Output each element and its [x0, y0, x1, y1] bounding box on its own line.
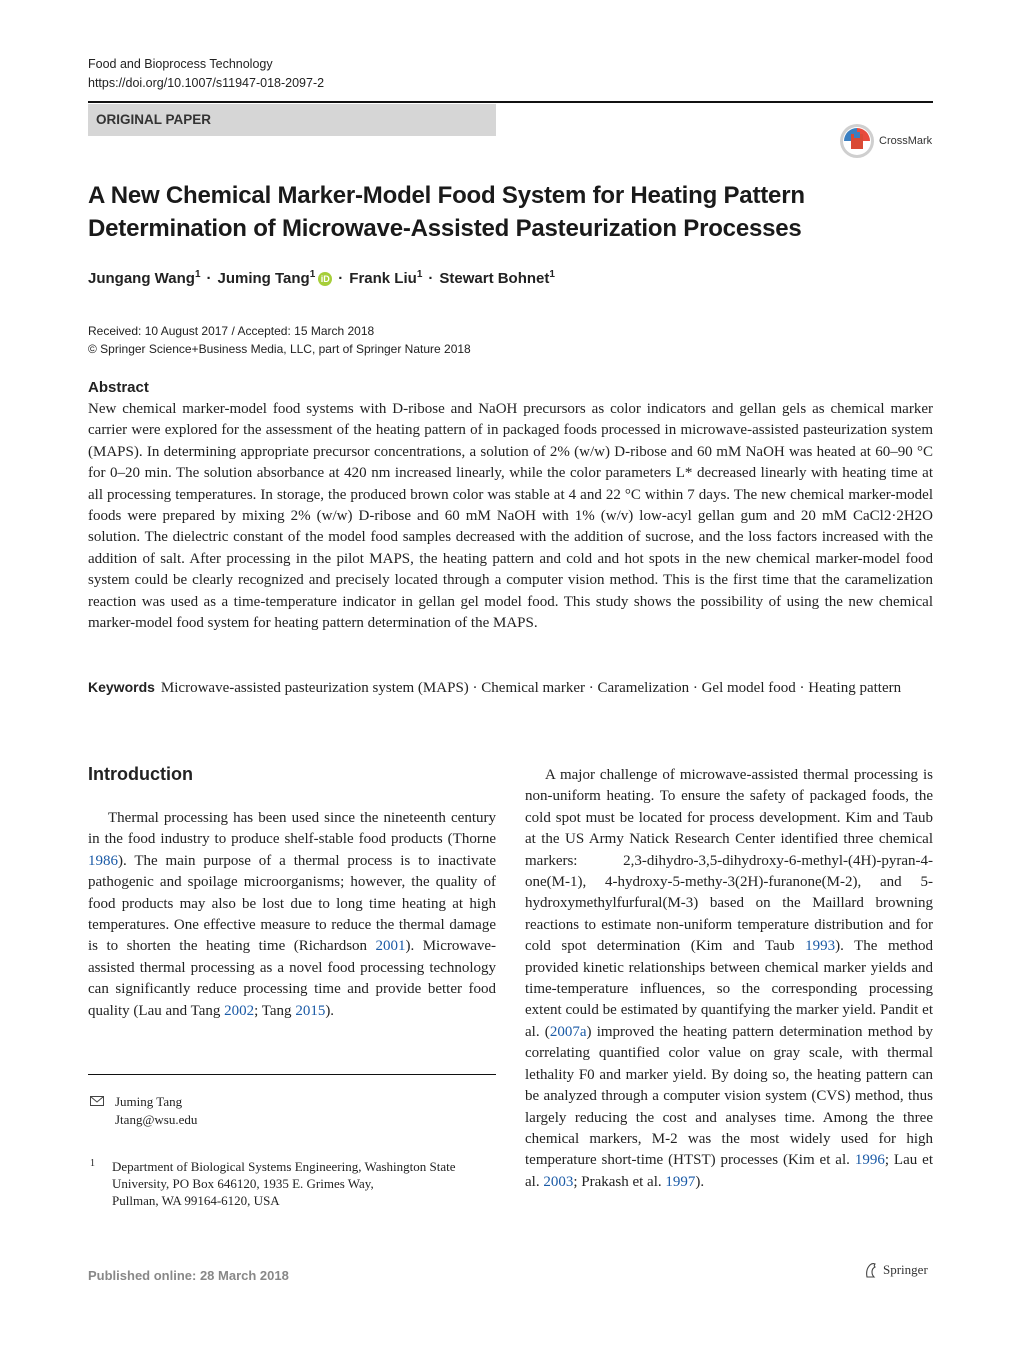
citation-link[interactable]: 1997 [665, 1173, 696, 1190]
citation-link[interactable]: 1993 [805, 938, 836, 955]
author-name[interactable]: Juming Tang [217, 270, 310, 287]
corresponding-author-name: Juming Tang [115, 1094, 183, 1109]
text-run: ). The method provided kinetic relationships between chemical marker yields and time-temperature influences, so the corresponding processing extent could be estimated by quantifying the marker yield. Pandit et al. ( [525, 938, 933, 1040]
article-dates [88, 322, 471, 358]
abstract-heading: Abstract [88, 379, 149, 396]
citation-link[interactable]: 2002 [224, 1002, 255, 1019]
intro-paragraph [525, 765, 933, 1193]
abstract-text: New chemical marker-model food systems with D-ribose and NaOH precursors as color indicators and gellan gels as chemical marker carrier were explored for the assessment of the heating pattern of in packaged foods processed in microwave-assisted pasteurization system (MAPS). In determining appropriate precursor concentrations, a solution of 2% (w/w) D-ribose and 60 mM NaOH was heated at 60–90 °C for 0–20 min. The solution absorbance at 420 nm increased linearly, while the color parameters L* decreased linearly with heating time at all processing temperatures. In storage, the produced brown color was stable at 4 and 22 °C within 7 days. The new chemical marker-model foods were prepared by mixing 2% (w/w) D-ribose and 60 mM NaOH with 1% (w/v) low-acyl gellan gum and 20 mM CaCl2·2H2O solution. The dielectric constant of the model food samples decreased with the addition of sucrose, and the loss factors increased with the addition of salt. After processing in the pilot MAPS, the heating pattern and cold and hot spots in the new chemical marker-model food system could be clearly recognized and precisely located through a computer vision method. This is the first time that the caramelization reaction was used as a time-temperature indicator in gellan gel model food. This study shows the possibility of using the new chemical marker-model food system for heating pattern determination of the MAPS. [88, 401, 933, 632]
affiliation-line: Department of Biological Systems Engineering, Washington State [112, 1159, 456, 1174]
journal-name: Food and Bioprocess Technology [88, 57, 273, 71]
envelope-icon [90, 1096, 104, 1106]
affiliation-number: 1 [90, 1158, 95, 1169]
author-list [88, 269, 555, 287]
footnote-rule [88, 1074, 496, 1075]
corresponding-author-email[interactable]: Jtang@wsu.edu [115, 1112, 198, 1127]
crossmark-icon [839, 123, 875, 159]
keywords [88, 677, 933, 699]
text-run: ). Microwave-assisted thermal processing as a novel food processing technology can significantly reduce processing time and provide better food quality (Lau and Tang [88, 938, 497, 1019]
author-affiliation-mark: 1 [309, 269, 316, 280]
article-type-banner: ORIGINAL PAPER [88, 104, 496, 136]
crossmark-label: CrossMark [879, 135, 933, 147]
author-name[interactable]: Stewart Bohnet [439, 270, 550, 287]
author-separator: · [428, 270, 434, 287]
springer-horse-icon [864, 1262, 878, 1278]
introduction-heading: Introduction [88, 764, 193, 784]
doi-link[interactable]: https://doi.org/10.1007/s11947-018-2097-2 [88, 76, 325, 90]
author-separator: · [338, 270, 344, 287]
publisher-name: Springer [883, 1262, 928, 1277]
intro-left-column [88, 808, 496, 1022]
copyright-notice: © Springer Science+Business Media, LLC, part of Springer Nature 2018 [88, 342, 471, 356]
author-affiliation-mark: 1 [194, 269, 201, 280]
text-run: ). [325, 1002, 335, 1019]
title-line-1: A New Chemical Marker-Model Food System for Heating Pattern [88, 182, 805, 209]
keywords-label: Keywords [88, 679, 155, 695]
citation-link[interactable]: 1996 [854, 1152, 885, 1169]
header-rule [88, 101, 933, 103]
corresponding-author [115, 1093, 197, 1129]
text-run: ; Tang [254, 1002, 296, 1019]
citation-link[interactable]: 1986 [88, 852, 118, 869]
text-run: ; Prakash et al. [573, 1173, 666, 1190]
author-name[interactable]: Frank Liu [349, 270, 417, 287]
author-separator: · [206, 270, 212, 287]
orcid-icon[interactable]: iD [318, 272, 332, 286]
published-online-date: Published online: 28 March 2018 [88, 1268, 289, 1283]
author-affiliation-mark: 1 [416, 269, 423, 280]
citation-link[interactable]: 2007a [549, 1023, 587, 1040]
text-run: ). [695, 1173, 705, 1190]
publisher-logo [864, 1262, 928, 1278]
citation-link[interactable]: 2015 [295, 1002, 326, 1019]
text-run: ; Lau et al. [525, 1152, 933, 1190]
text-run: ). The main purpose of a thermal process is to inactivate pathogenic and spoilage microorganisms; however, the quality of food products may also be lost due to long time heating at high temperatures. One effective measure to reduce the thermal damage is to shorten the heating time (Richardson [88, 852, 496, 955]
author-name[interactable]: Jungang Wang [88, 270, 195, 287]
text-run: Thermal processing has been used since the nineteenth century in the food industry to produce shelf-stable food products (Thorne [88, 810, 496, 848]
text-run: A major challenge of microwave-assisted thermal processing is non-uniform heating. To ensure the safety of packaged foods, the cold spot must be located for process development. Kim and Taub at the US Army Natick Research Center identified three chemical markers: 2,3-dihydro-3,5-dihydroxy-6-methyl-(4H)-pyran-4-one(M-1), 4-hydroxy-5-methy-3(2H)-furanone(M-2), and 5-hydroxymethylfurfural(M-3) based on the Maillard browning reactions to estimate non-uniform temperature distribution and for cold spot determination (Kim and Taub [525, 767, 933, 955]
title-line-2: Determination of Microwave-Assisted Pasteurization Processes [88, 215, 802, 242]
intro-paragraph [88, 808, 496, 1022]
text-run: ) improved the heating pattern determination method by correlating quantified color value on gray scale, with thermal lethality F0 and marker yield. By doing so, the heating pattern can be analyzed through a computer vision system (CVS) method, thus largely reducing the cost and analyses time. Among the three chemical markers, M-2 was the most widely used for high temperature short-time (HTST) processes (Kim et al. [525, 1023, 933, 1169]
keywords-text: Microwave-assisted pasteurization system (MAPS) · Chemical marker · Caramelization · Gel model food · Heating pattern [160, 680, 902, 696]
intro-right-column [525, 765, 933, 1193]
received-accepted-dates: Received: 10 August 2017 / Accepted: 15 March 2018 [88, 324, 375, 338]
citation-link[interactable]: 2001 [375, 938, 406, 955]
crossmark-badge[interactable] [839, 123, 932, 159]
paper-title [88, 179, 938, 245]
author-affiliation-mark: 1 [549, 269, 555, 280]
affiliation-line: Pullman, WA 99164-6120, USA [112, 1193, 280, 1208]
affiliation-line: University, PO Box 646120, 1935 E. Grimes Way, [112, 1176, 374, 1191]
affiliation [112, 1158, 497, 1209]
citation-link[interactable]: 2003 [543, 1173, 574, 1190]
